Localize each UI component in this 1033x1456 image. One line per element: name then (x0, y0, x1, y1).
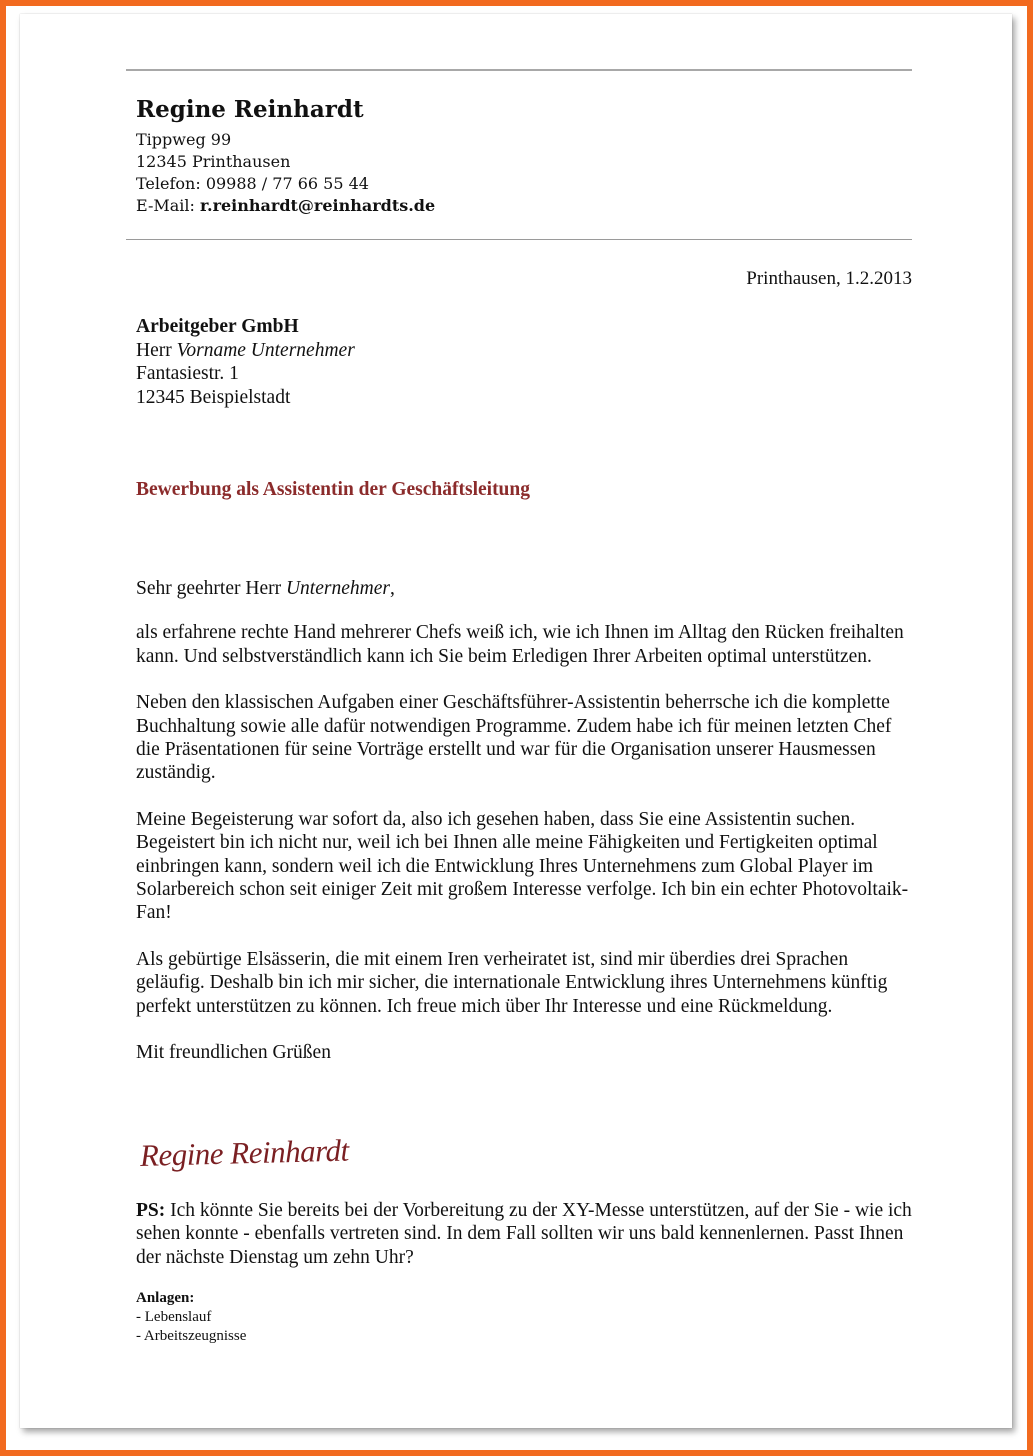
attachments-block (136, 1289, 246, 1346)
sender-email-label: E-Mail: (136, 196, 195, 215)
sender-email[interactable]: r.reinhardt@reinhardts.de (200, 196, 436, 215)
recipient-contact-name: Vorname Unternehmer (176, 339, 355, 361)
letter-date: Printhausen, 1.2.2013 (746, 268, 912, 289)
sender-name: Regine Reinhardt (136, 96, 364, 123)
greeting (136, 577, 916, 600)
sender-city: 12345 Printhausen (136, 152, 291, 171)
greeting-suffix: , (389, 578, 395, 599)
header-divider (126, 239, 912, 240)
body-paragraph: Neben den klassischen Aufgaben einer Geschäftsführer-Assistentin beherrsche ich die komplette Buchhaltung sowie alle dafür notwendigen Programme. Zudem habe ich für meinen letzten Chef die Präsentationen für seine Vorträge erstellt und war für die Organisation unserer Hausmessen zuständig. (136, 692, 892, 784)
postscript (136, 1199, 916, 1269)
body-paragraph: als erfahrene rechte Hand mehrerer Chefs weiß ich, wie ich Ihnen im Alltag den Rücken freihalten kann. Und selbstverständlich kann ich Sie beim Erledigen Ihrer Arbeiten optimal unterstützen. (136, 622, 904, 667)
recipient-contact (136, 339, 355, 363)
greeting-prefix: Sehr geehrter Herr (136, 578, 282, 599)
recipient-street: Fantasiestr. 1 (136, 363, 239, 384)
handwritten-signature: Regine Reinhardt (139, 1132, 350, 1173)
orange-frame (6, 6, 1027, 1450)
recipient-block (136, 315, 355, 409)
sender-block (136, 94, 435, 217)
closing: Mit freundlichen Grüßen (136, 1042, 331, 1064)
sender-phone: Telefon: 09988 / 77 66 55 44 (136, 174, 369, 193)
sender-email-line (136, 195, 435, 217)
attachment-item: - Lebenslauf (136, 1309, 212, 1325)
top-divider (126, 69, 912, 71)
greeting-name: Unternehmer (285, 578, 390, 599)
letter-subject: Bewerbung als Assistentin der Geschäftsleitung (136, 479, 530, 500)
ps-label: PS: (136, 1200, 166, 1221)
letter-page (20, 14, 1012, 1428)
ps-text: Ich könnte Sie bereits bei der Vorbereitung zu der XY-Messe unterstützen, auf der Sie - wie ich sehen konnte - ebenfalls vertreten sind. In dem Fall sollten wir uns bald kennenlernen. Passt Ihnen der nächste Dienstag um zehn Uhr? (136, 1200, 912, 1268)
sender-street: Tippweg 99 (136, 130, 232, 149)
attachments-heading: Anlagen: (136, 1290, 195, 1306)
recipient-salutation: Herr (136, 339, 172, 361)
body-paragraph: Meine Begeisterung war sofort da, also ich gesehen haben, dass Sie eine Assistentin suchen. Begeistert bin ich nicht nur, weil ich bei Ihnen alle meine Fähigkeiten und Fertigkeiten optimal einbringen kann, sondern weil ich die Entwicklung Ihres Unternehmens zum Global Player im Solarbereich schon seit einiger Zeit mit großem Interesse verfolge. Ich bin ein echter Photovoltaik-Fan! (136, 808, 909, 924)
letter-body (136, 577, 916, 1088)
body-paragraph: Als gebürtige Elsässerin, die mit einem Iren verheiratet ist, sind mir überdies drei Sprachen geläufig. Deshalb bin ich mir sicher, die internationale Entwicklung ihres Unternehmens künftig perfekt unterstützen zu können. Ich freue mich über Ihr Interesse und eine Rückmeldung. (136, 948, 888, 1017)
recipient-city: 12345 Beispielstadt (136, 386, 291, 408)
attachment-item: - Arbeitszeugnisse (136, 1328, 247, 1344)
recipient-company: Arbeitgeber GmbH (136, 316, 299, 337)
